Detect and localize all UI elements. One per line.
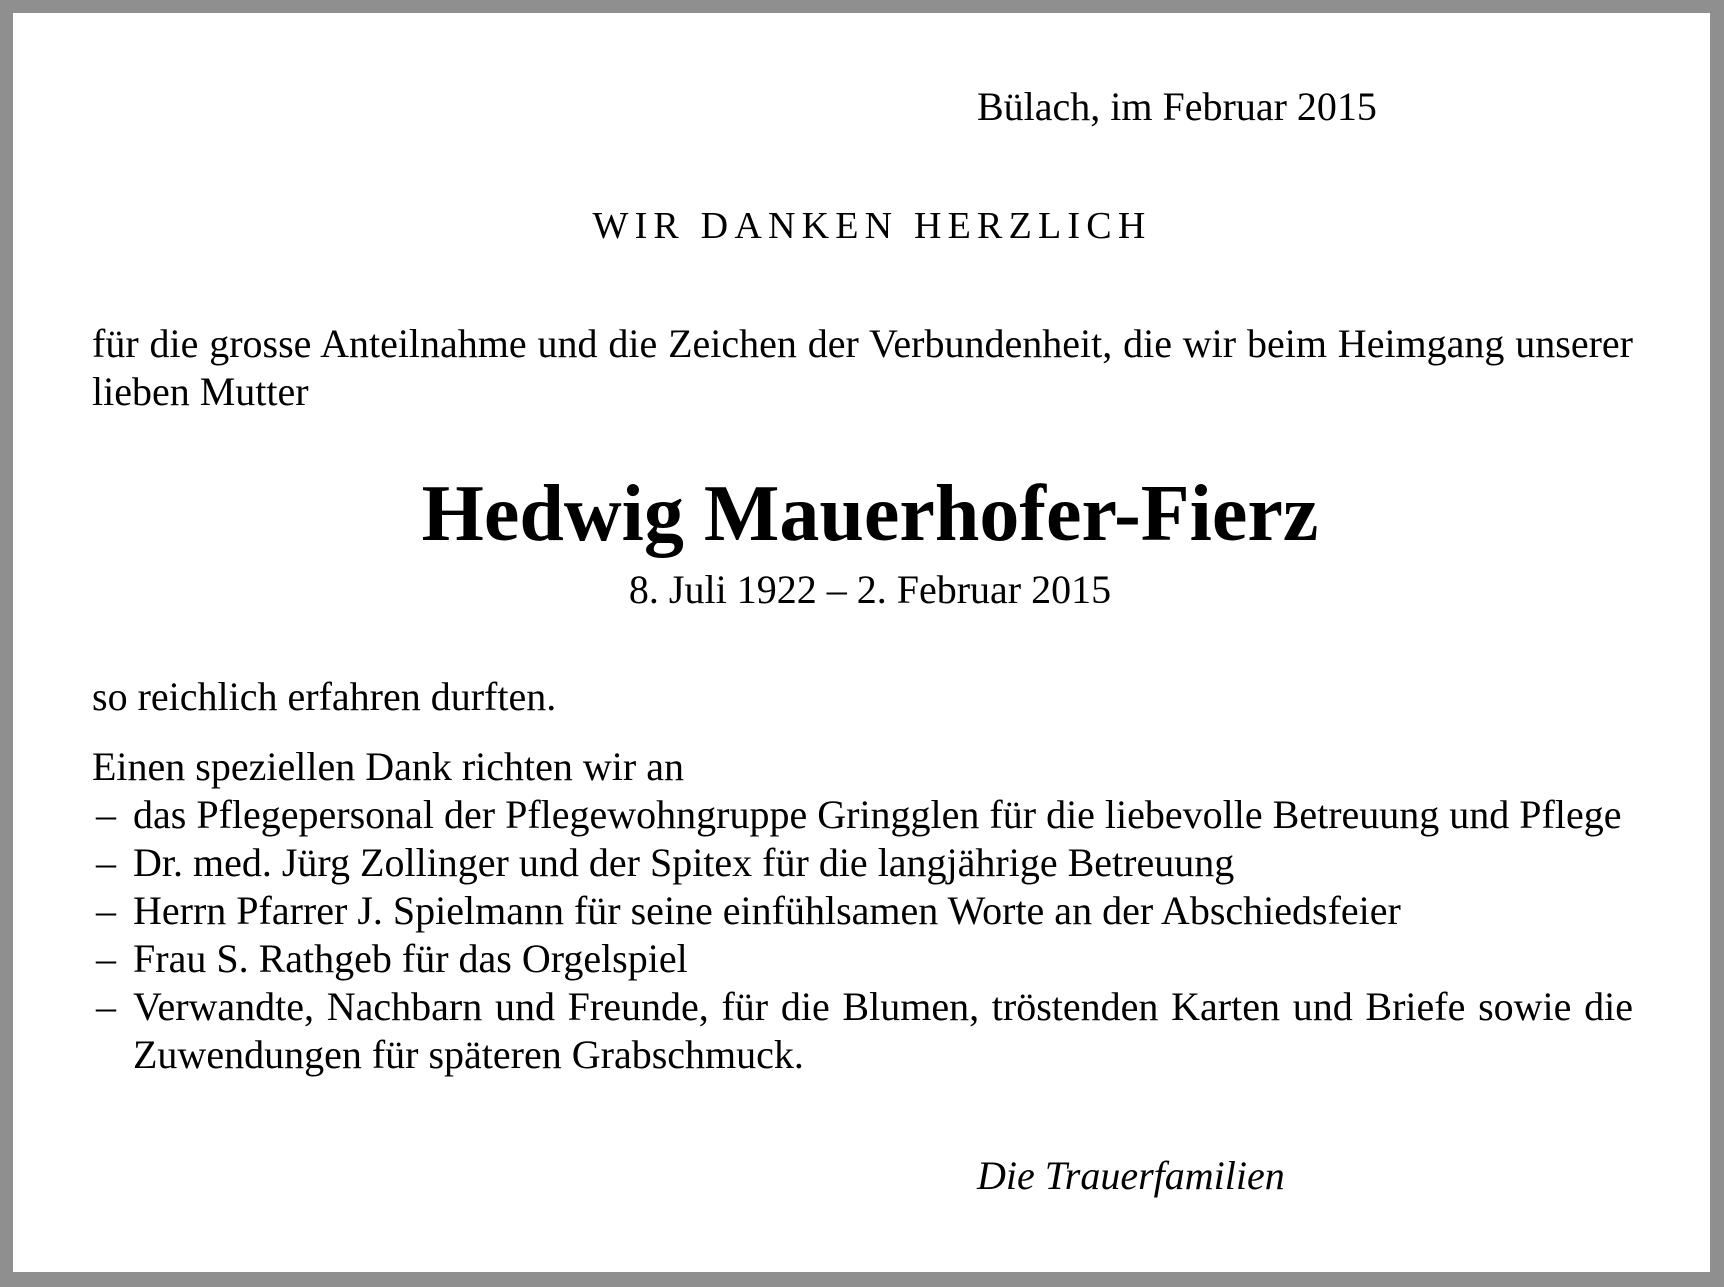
dateline: Bülach, im Februar 2015 — [977, 84, 1377, 129]
list-item — [92, 983, 1633, 1079]
list-item — [92, 887, 1633, 935]
dash-bullet: – — [96, 792, 116, 837]
list-item-text: Frau S. Rathgeb für das Orgelspiel — [133, 936, 688, 981]
dash-bullet: – — [96, 840, 116, 885]
closing-phrase: so reichlich erfahren durften. — [92, 674, 557, 719]
notice-heading: WIR DANKEN HERZLICH — [592, 205, 1152, 247]
list-item — [92, 935, 1633, 983]
life-dates: 8. Juli 1922 – 2. Februar 2015 — [628, 567, 1112, 612]
list-item-text: Verwandte, Nachbarn und Freunde, für die Blumen, tröstenden Karten und Briefe sowie die Zuwendungen für späteren Grabschmuck. — [133, 984, 1633, 1077]
list-item — [92, 839, 1633, 887]
deceased-name: Hedwig Mauerhofer-Fierz — [421, 470, 1319, 558]
signature: Die Trauerfamilien — [977, 1153, 1285, 1198]
list-item — [92, 791, 1633, 839]
special-thanks-list — [92, 791, 1633, 1079]
dash-bullet: – — [96, 936, 116, 981]
list-item-text: Dr. med. Jürg Zollinger und der Spitex für die langjährige Betreuung — [133, 840, 1235, 885]
list-item-text: das Pflegepersonal der Pflegewohngruppe Gringglen für die liebevolle Betreuung und Pflege — [133, 792, 1622, 837]
dash-bullet: – — [96, 984, 116, 1029]
dash-bullet: – — [96, 888, 116, 933]
special-thanks-lead: Einen speziellen Dank richten wir an — [92, 744, 684, 789]
list-item-text: Herrn Pfarrer J. Spielmann für seine einfühlsamen Worte an der Abschiedsfeier — [133, 888, 1401, 933]
intro-paragraph: für die grosse Anteilnahme und die Zeichen der Verbundenheit, die wir beim Heimgang unserer lieben Mutter — [92, 321, 1633, 414]
